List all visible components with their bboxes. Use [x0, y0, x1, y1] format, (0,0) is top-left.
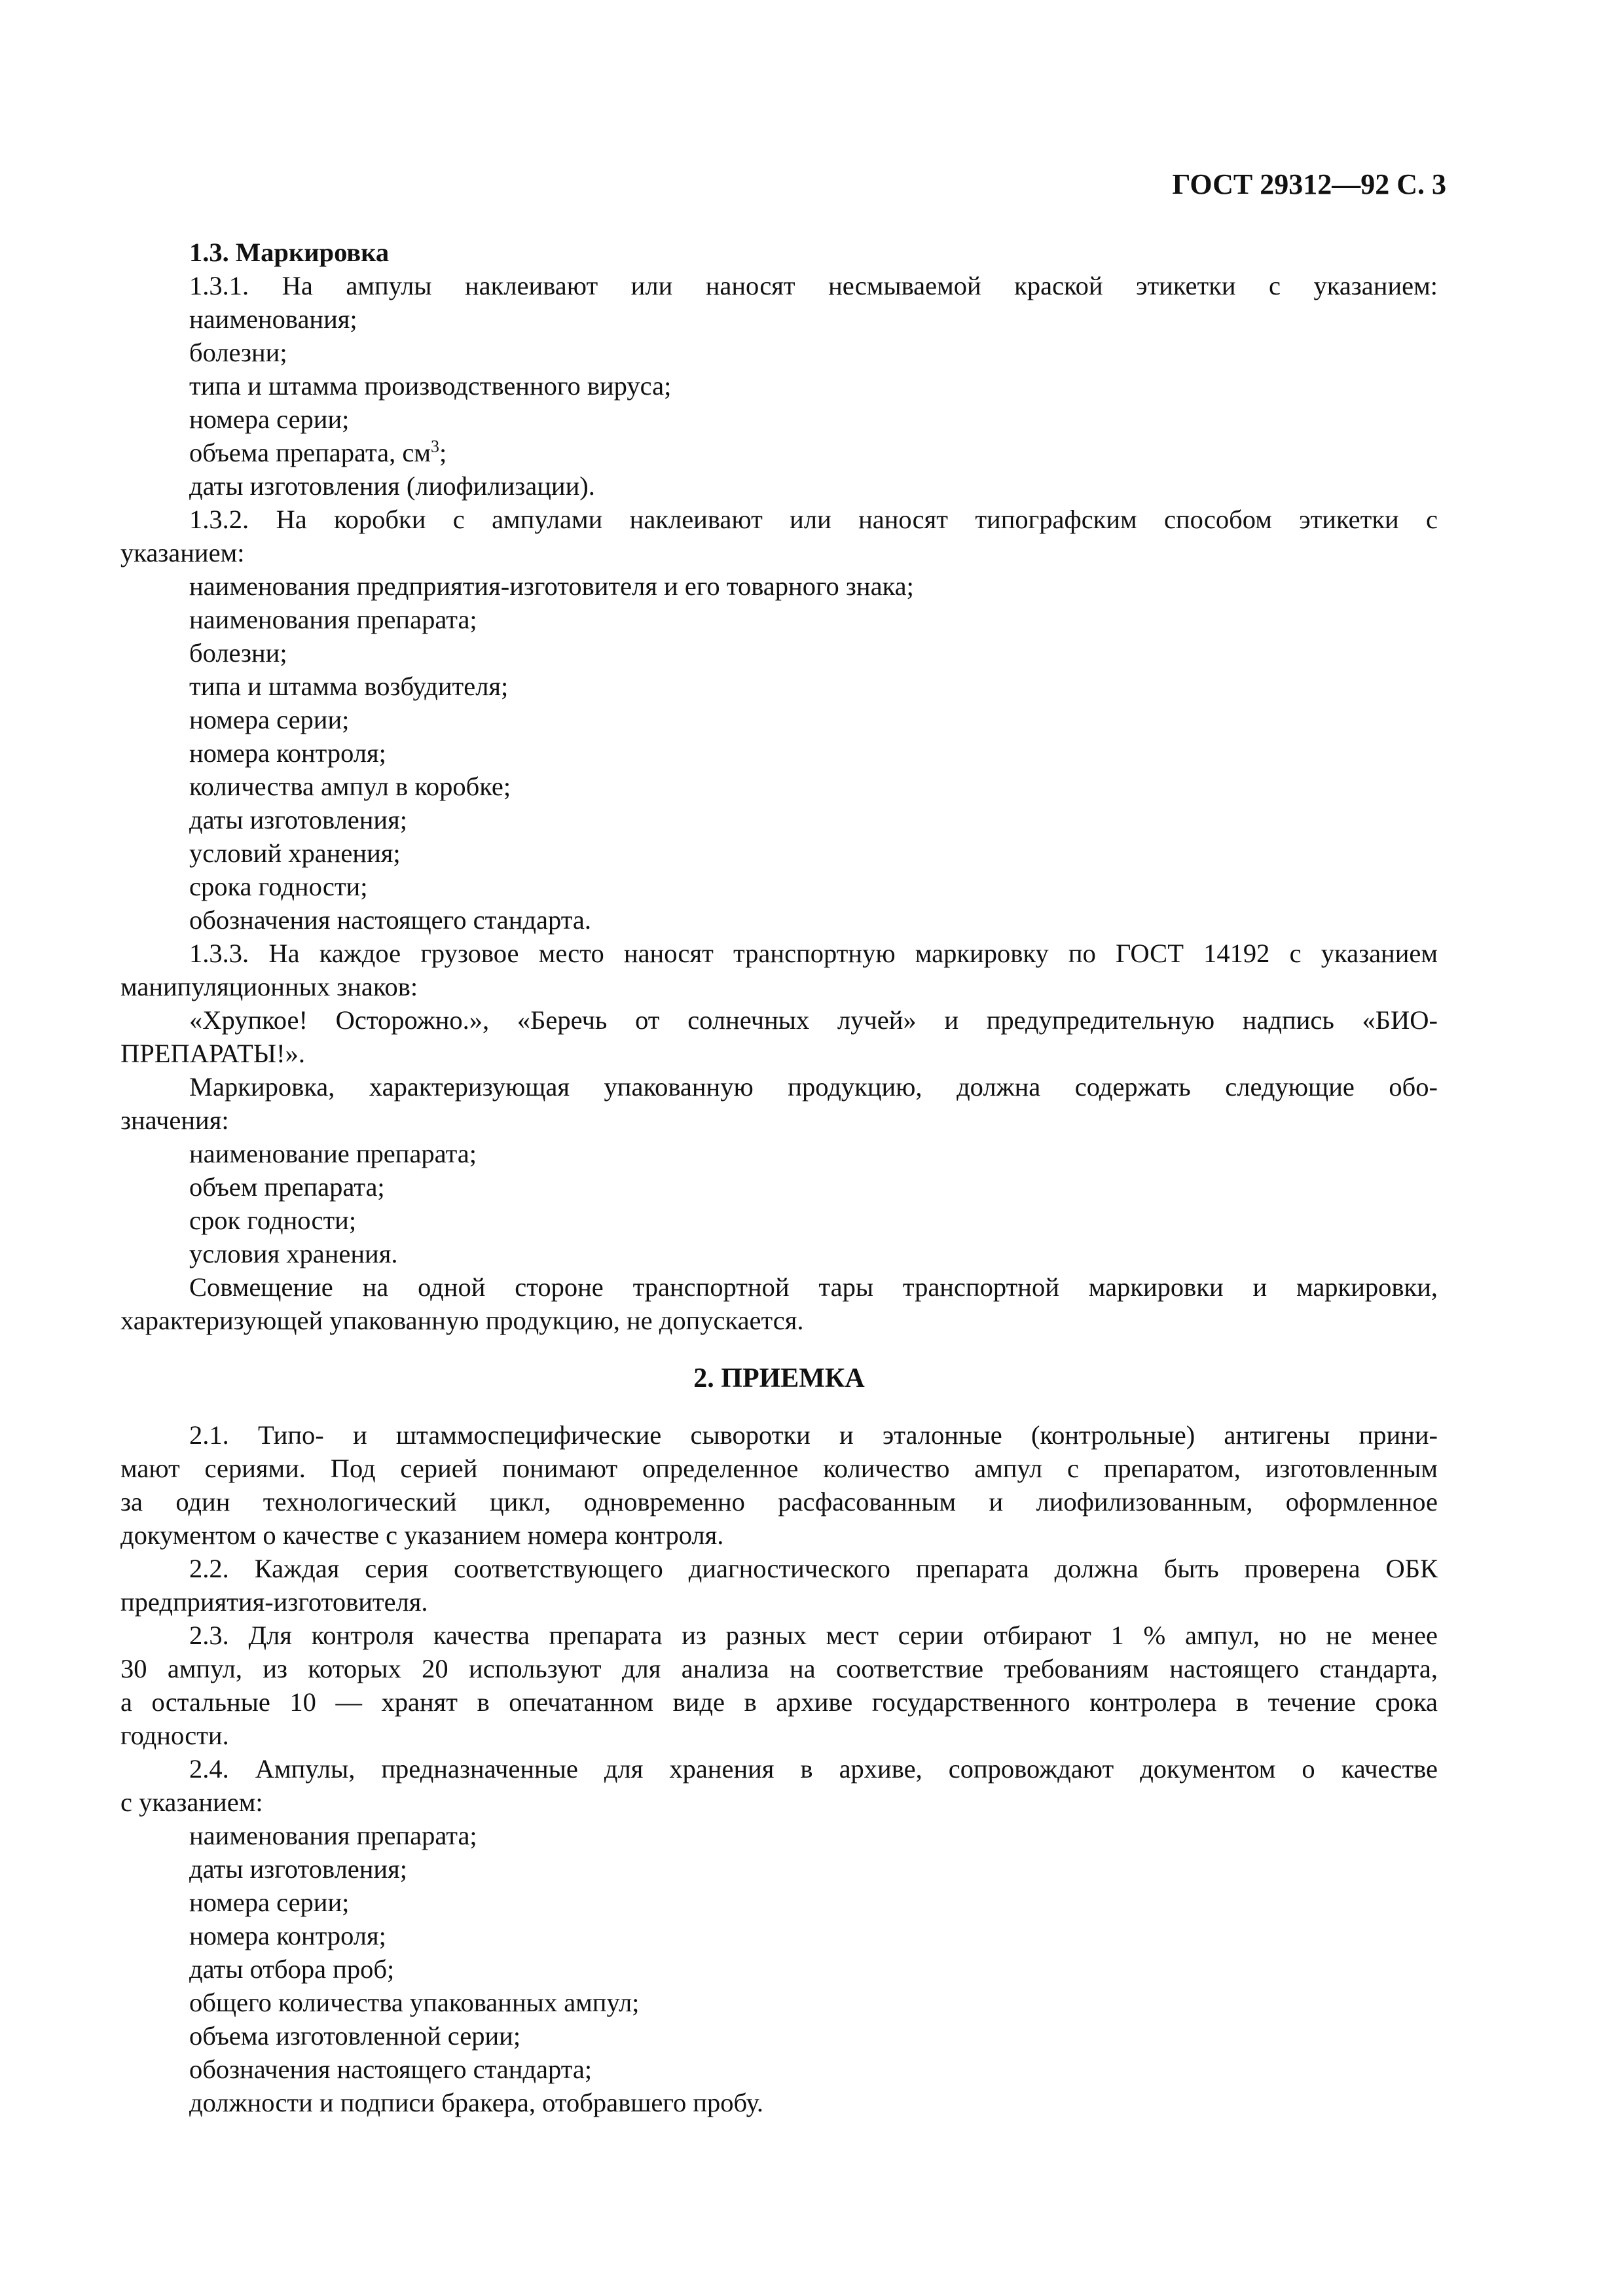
list-item: обозначения настоящего стандарта. [189, 905, 592, 935]
paragraph-2-3-line1: 2.3. Для контроля качества препарата из разных мест серии отбирают 1 % ампул, но не менее [189, 1621, 1438, 1650]
paragraph-2-1-line3: за один технологический цикл, одновременно расфасованным и лиофилизованным, оформленное [120, 1487, 1438, 1516]
list-item: даты изготовления; [189, 805, 407, 834]
paragraph-2-3-line3: а остальные 10 — хранят в опечатанном виде в архиве государственного контролера в течение срока [120, 1687, 1438, 1717]
combine-paragraph-line2: характеризующей упакованную продукцию, не допускается. [120, 1306, 804, 1335]
paragraph-2-1-line1: 2.1. Типо- и штаммоспецифические сыворотки и эталонные (контрольные) антигены прини- [189, 1420, 1438, 1450]
list-item: общего количества упакованных ампул; [189, 1988, 640, 2017]
list-item: наименование препарата; [189, 1139, 477, 1168]
list-item: срока годности; [189, 872, 368, 901]
paragraph-2-3-line4: годности. [120, 1721, 229, 1750]
quote-line2: ПРЕПАРАТЫ!». [120, 1039, 305, 1068]
volume-text: объема препарата, см [189, 438, 431, 467]
list-item: типа и штамма производственного вируса; [189, 371, 672, 401]
list-item: объема изготовленной серии; [189, 2021, 521, 2051]
list-item-volume [120, 436, 1438, 469]
list-item: номера контроля; [189, 1921, 386, 1950]
paragraph-1-3-3-line2: манипуляционных знаков: [120, 972, 418, 1001]
list-item: даты изготовления; [189, 1854, 407, 1884]
list-item: даты изготовления (лиофилизации). [189, 471, 595, 501]
paragraph-2-1-line4: документом о качестве с указанием номера контроля. [120, 1520, 724, 1550]
paragraph-2-4-line1: 2.4. Ампулы, предназначенные для хранения в архиве, сопровождают документом о качестве [189, 1754, 1438, 1784]
list-item: номера контроля; [189, 738, 386, 768]
section-2-title: 2. ПРИЕМКА [693, 1363, 865, 1393]
section-1-3-title: 1.3. Маркировка [189, 238, 390, 267]
volume-suffix: ; [439, 438, 447, 467]
page-header: ГОСТ 29312—92 С. 3 [1172, 168, 1446, 200]
list-item: болезни; [189, 638, 287, 668]
list-item: условий хранения; [189, 838, 401, 868]
paragraph-1-3-1: 1.3.1. На ампулы наклеивают или наносят несмываемой краской этикетки с указанием: [189, 271, 1438, 300]
combine-paragraph-line1: Совмещение на одной стороне транспортной тары транспортной маркировки и маркировки, [189, 1272, 1438, 1302]
list-item: обозначения настоящего стандарта; [189, 2054, 593, 2084]
paragraph-1-3-3-line1: 1.3.3. На каждое грузовое место наносят транспортную маркировку по ГОСТ 14192 с указанием [189, 939, 1438, 968]
paragraph-2-4-line2: с указанием: [120, 1787, 263, 1817]
paragraph-1-3-2-line2: указанием: [120, 538, 245, 567]
list-item: наименования препарата; [189, 605, 477, 634]
list-item: даты отбора проб; [189, 1954, 395, 1984]
list-item: срок годности; [189, 1206, 357, 1235]
volume-superscript: 3 [430, 437, 439, 456]
document-body [120, 236, 1438, 2119]
list-item: наименования препарата; [189, 1821, 477, 1850]
list-item: типа и штамма возбудителя; [189, 672, 509, 701]
paragraph-2-2-line2: предприятия-изготовителя. [120, 1587, 428, 1617]
list-item: количества ампул в коробке; [189, 772, 511, 801]
marking-paragraph-line2: значения: [120, 1105, 229, 1135]
list-item: номера серии; [189, 705, 350, 734]
list-item: должности и подписи бракера, отобравшего пробу. [189, 2088, 763, 2117]
paragraph-2-2-line1: 2.2. Каждая серия соответствующего диагностического препарата должна быть проверена ОБК [189, 1554, 1438, 1583]
paragraph-2-1-line2: мают сериями. Под серией понимают определенное количество ампул с препаратом, изготовленным [120, 1454, 1438, 1483]
list-item: номера серии; [189, 404, 350, 434]
list-item: болезни; [189, 338, 287, 367]
list-item: наименования предприятия-изготовителя и его товарного знака; [189, 571, 914, 601]
list-item: наименования; [189, 304, 357, 334]
marking-paragraph-line1: Маркировка, характеризующая упакованную продукцию, должна содержать следующие обо- [189, 1072, 1438, 1102]
list-item: объем препарата; [189, 1172, 385, 1202]
paragraph-2-3-line2: 30 ампул, из которых 20 используют для анализа на соответствие требованиям настоящего стандарта, [120, 1654, 1438, 1683]
paragraph-1-3-2-line1: 1.3.2. На коробки с ампулами наклеивают или наносят типографским способом этикетки с [189, 505, 1438, 534]
list-item: условия хранения. [189, 1239, 398, 1268]
quote-line1: «Хрупкое! Осторожно.», «Беречь от солнечных лучей» и предупредительную надпись «БИО- [189, 1005, 1438, 1035]
list-item: номера серии; [189, 1888, 350, 1917]
